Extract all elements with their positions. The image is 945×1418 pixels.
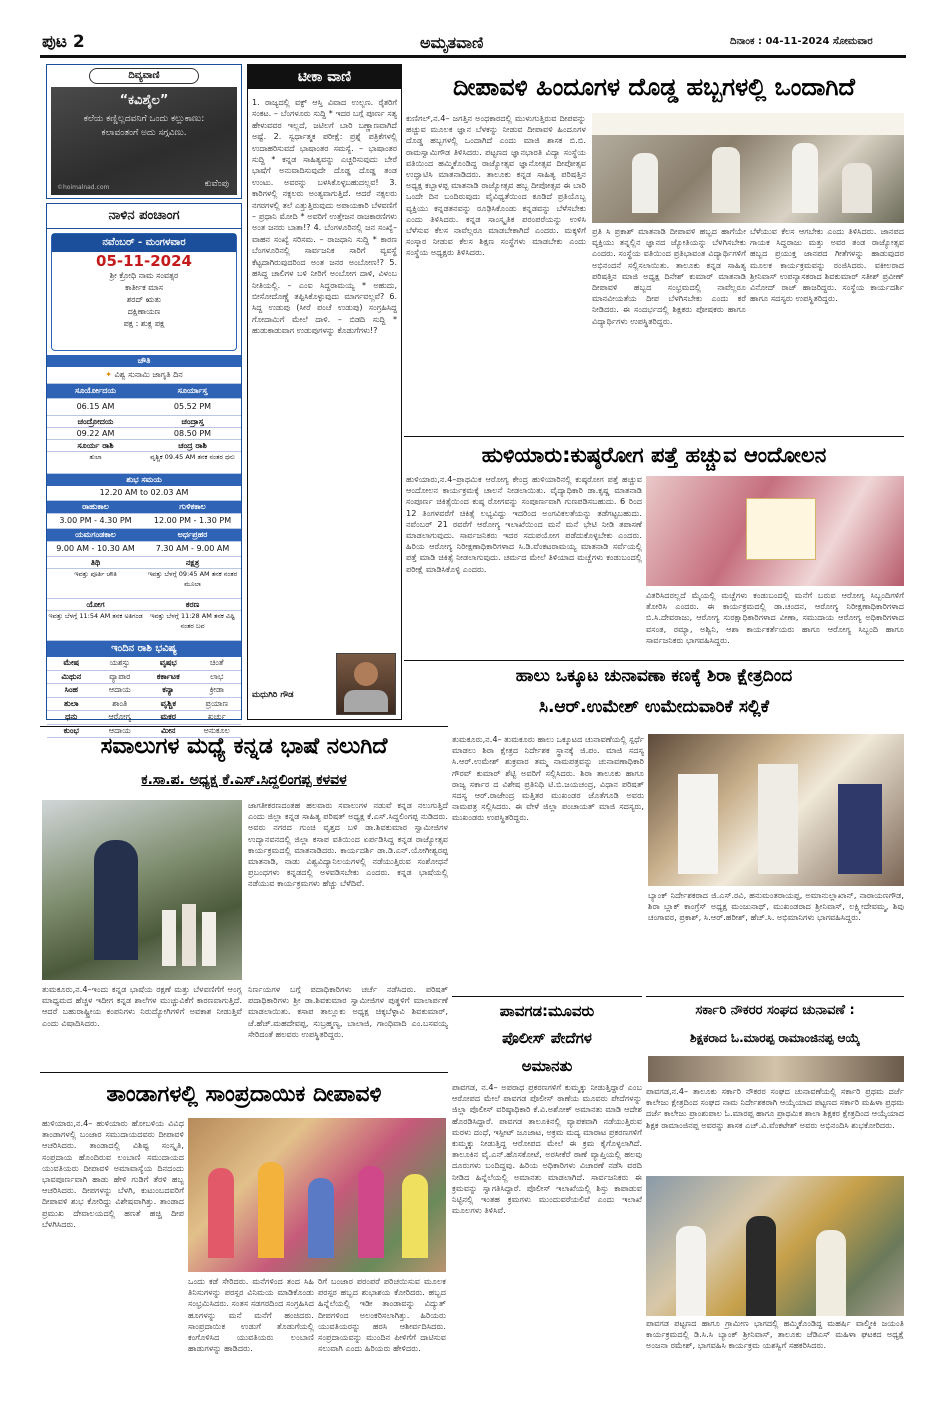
rashi-name: ತುಲಾ [63, 698, 79, 708]
article7-headline-line2: ಶಿಕ್ಷಕರಾದ ಓ.ಮಾರಪ್ಪ ರಾಮಾಂಜಿನಪ್ಪ ಆಯ್ಕೆ [690, 1031, 860, 1045]
moonrise-value: 09.22 AM [76, 429, 115, 438]
rashi-name: ಮೀನ [161, 725, 176, 735]
karana-value: ಇವತ್ತು ಬೆಳಗ್ಗೆ 11:28 AM ತನಕ ವಿಷ್ಟಿ ನಂತರ ಬವ [149, 612, 236, 630]
calendar-date: 05-11-2024 [96, 252, 192, 270]
divyavani-box [46, 64, 242, 199]
shubha-time: 12.20 AM to 02.03 AM [47, 486, 241, 501]
special-day [47, 367, 241, 384]
article5-col2: ಒಂದು ಕಡೆ ಸೇರಿದರು. ಮನೆಗಳಿಂದ ತಂದ ಸಿಹಿ ತಿನಿಸುಗಳನ್ನು ಪರಸ್ಪರ ವಿನಿಮಯ ಮಾಡಿಕೊಂಡು ಸಂಭ್ರಮಿಸಿದರು. ಸಂತಸ ಸಡಗರದಿಂದ ಸಂಗ್ರಹಿಸಿದ ಹೂಗಳನ್ನು ಮನೆ ಮನೆಗೆ ಹಂಚಿದರು. ಸಾಂಪ್ರದಾಯಿಕ ಉಡುಗೆ ತೊಡುಗೆಯಲ್ಲಿ ಕಂಗೊಳಿಸಿದ ಯುವತಿಯರು ಲಂಬಾಣಿ ಹಾಡುಗಳನ್ನು ಹಾಡಿದರು. [188, 1276, 314, 1354]
sun-rashi-value: ತುಲಾ [89, 453, 102, 461]
quote-signature: ಕುವೆಂಪು [204, 179, 229, 189]
page-badge: ಪುಟ 2 [42, 32, 85, 52]
article5-photo [188, 1118, 446, 1272]
article7-caption: ಪಾವಗಡ ಪಟ್ಟಣದ ಹಾಗೂ ಗ್ರಾಮೀಣ ಭಾಗದಲ್ಲಿ ಹಮ್ಮಿಕೊಂಡಿದ್ದ ಮಹರ್ಷಿ ವಾಲ್ಮೀಕಿ ಜಯಂತಿ ಕಾರ್ಯಕ್ರಮದಲ್ಲಿ ಡಿ.ಸಿ.ಸಿ ಬ್ಯಾಂಕ್ ಶ್ರೀನಿವಾಸ್, ತಾಲೂಕು ಜೆಡಿಎಸ್ ಮಹಿಳಾ ಘಟಕದ ಅಧ್ಯಕ್ಷೆ ಅಂಜನಾ ರಮೇಶ್, ಭಾಗವಹಿಸಿ ಕಾರ್ಯಕ್ರಮ ಯಶಸ್ವಿಗೆ ಸಹಕರಿಸಿದರು. [646, 1318, 904, 1351]
rashi-row [47, 698, 241, 712]
masthead-rule [40, 55, 906, 58]
rashi-name: ಮಕರ [160, 712, 176, 721]
diya-icon: ✦ [105, 370, 115, 379]
article7-photo-top [648, 1056, 904, 1082]
article1-col3: ಬೆಳೆಯುವ ಕೆಲಸ ಆಗಬೇಕು ಎಂದು ತಿಳಿಸಿದರು. ಜಾನಪದ ಗಾಯಕ ಸಿದ್ದರಾಜು ಮತ್ತು ಅವರ ತಂಡ ರಾಜ್ಯೋತ್ಸವ ಹಬ್ಬದ ಪ್ರಯುಕ್ತ ಜಾನಪದ ಗೀತೆಗಳನ್ನು ಹಾಡುವುದರ ಮೂಲಕ ಕಾರ್ಯಕ್ರಮವನ್ನು ರಂಜಿಸಿದರು. ವಕೀಲರಾದ ಶ್ರೀನಿವಾಸ್ ಉಪನ್ಯಾಸಕರಾದ ಶಿವಕುಮಾರ್ ಸತೀಶ್ ಪ್ರವೀಣ್ ವಿನೋದ್ ರಾಜ್ ಹಾಜರಿದ್ದರು. ಸಂಸ್ಥೆಯ ಕಾರ್ಯದರ್ಶಿ ಹಾಗೂ ಸದಸ್ಯರು ಉಪಸ್ಥಿತರಿದ್ದರು. [750, 226, 904, 304]
tika-body: 1. ರಾಜ್ಯದಲ್ಲಿ ವಕ್ಫ್ ಆಸ್ತಿ ವಿವಾದ ಉಲ್ಬಣ. ರೈತರಿಗೆ ಸಂಕಟ. – ಬೆಂಗಳೂರು ಸುದ್ದಿ * ಇದರ ಬಗ್ಗೆ ಪೂರ್ಣ ಸತ್ಯ ಹೇಳುವವರ ಇಲ್ಲದೆ, ಜಟಿಲಗೆ ಬಾರಿ ಬಣ್ಣಾಣವಾಗಿದೆ ಅಷ್ಟೆ. 2. ಸ್ವರ್ಧಾತ್ಮಕ ಪರೀಕ್ಷೆ: ಪ್ರಶ್ನೆ ಪತ್ರಿಕೆಗಳಲ್ಲಿ ಉದಾಹರಿಸುವದೆ ಭಾಷಾಂತರ ಸಮಸ್ಯೆ. – ಭಾಷಾಂತರ ಸುದ್ದಿ * ಕನ್ನಡ ಸಾಹಿತ್ಯವನ್ನು ಎಚ್ಚರಿಸುವುದು ಬೇರೆ ಭಾಷೆಗೆ ಅನುವಾದಿಸುವುದೇ ದೊಡ್ಡ ದೊಡ್ಡ ತಂಡ ಉಂಟು. ಅವರನ್ನು ಬಳಸಿಕೊಳ್ಳಬಹುದಲ್ಲವ! 3. ಕಾರಿಗಳಲ್ಲಿ ನಕ್ಸಲರು ಅಂತ್ಯವಾಗುತ್ತಿದೆ. ಆದರೆ ನಕ್ಸಲರು ನಗರಗಳಲ್ಲಿ ತಲೆ ಎತ್ತುತ್ತಿರುವುದು ಅಪಾಯಕಾರಿ ಬೆಳವಣಿಗೆ – ಪ್ರಧಾನಿ ಮೋದಿ * ಅವರಿಗೆ ಉತ್ತೇಜನ ರಾಜಕಾರಣಿಗಳು ಅಂತ ಜನರು ಬಾತಾ!? 4. ಬೆಂಗಳೂರಿನಲ್ಲಿ ಜನ ಸಂಖ್ಯೆ–ವಾಹನ ಸಂಖ್ಯೆ ಸರಿಸಮ. – ರಾಜಧಾನಿ ಸುದ್ದಿ * ಕಾರಣ ಬೆಂಗಳೂರಿನಲ್ಲಿ ಸಾರ್ವಜನಿಕ ಸಾರಿಗೆ ವ್ಯವಸ್ಥೆ ಕೆಟ್ಟದಾಗಿರುವುದರಿಂದ ಅಂತ ಜನರ ಅಂಬೋಣ!? 5. ಹಸಿದ್ದ ಚಾಲಿಗಳ ಬಳಿ ನೀರಿಗೆ ಅಂಬೋಗ ದಾಳಿ, ವಿಳಂಬ ನೀತಿಯಲ್ಲಿ. – ಎಂಐ ಸಿದ್ದರಾಮಯ್ಯ * ಅಹುದು, ಬೀಸೋದೊಣ್ಣೆ ತಪ್ಪಿಸಿಕೊಳ್ಳುವುದು ಮಾರ್ಗವಲ್ಲವೆ? 6. ಸಿದ್ದ ಉಡುಪು (ಸೀರೆ ಪಂಚೆ ಉಡುಪು) ಸಂಗ್ರಹಿಸಿದ್ದ ಗೋದಾಮಿಗೆ ಮೇಲೆ ದಾಳಿ. – ಬಿಡದಿ ಸುದ್ದಿ * ಹುಡುಕಾಡುವಾಗ ಉಡುಪುಗಳನ್ನು ಕೊಡುಗೆಗಳು!? [252, 98, 397, 336]
calendar-line: ಶರದ್ ಋತು [126, 295, 162, 304]
rashi-name: ಕನ್ಯಾ [162, 685, 175, 694]
article2-headline: ಹುಳಿಯಾರು:ಕುಷ್ಠರೋಗ ಪತ್ತೆ ಹಚ್ಚುವ ಆಂದೋಲನ [404, 436, 904, 472]
shubha-label: ಶುಭ ಸಮಯ [47, 474, 241, 486]
rahu-label: ರಾಹುಕಾಲ [82, 502, 109, 511]
rashi-name: ಕರ್ಕಾಟಕ [156, 671, 180, 681]
article2-col2: ವಿತರಿಸಿದರಲ್ಲದೆ ಮೈಯಲ್ಲಿ ಮಚ್ಚೆಗಳು ಕಂಡುಬಂದಲ್ಲಿ ಮನೆಗೆ ಬರುವ ಆರೋಗ್ಯ ಸಿಬ್ಬಂದಿಗಳಿಗೆ ತೋರಿಸಿ ಎಂದರು. ಈ ಕಾರ್ಯಕ್ರಮದಲ್ಲಿ ಡಾ.ಚಂದನ, ಆರೋಗ್ಯ ನಿರೀಕ್ಷಣಾಧಿಕಾರಿಗಳಾದ ಬಿ.ಸಿ.ದೇವರಾಜು, ಆರೋಗ್ಯ ಸುರಕ್ಷಾಧಿಕಾರಿಗಳಾದ ವೀಣಾ, ಸಮುದಾಯ ಆರೋಗ್ಯ ಅಧಿಕಾರಿಗಳಾದ ವಸಂತ, ರಮ್ಯಾ, ಅಶ್ವಿನಿ, ಆಶಾ ಕಾರ್ಯಕರ್ತೆಯರು ಹಾಗೂ ಆರೋಗ್ಯ ಸಿಬ್ಬಂದಿ ಹಾಗೂ ಸಾರ್ವಜನಿಕರು ಭಾಗವಹಿಸಿದ್ದರು. [646, 590, 904, 645]
moon-rashi-value: ವೃಶ್ಚಿಕ 09.45 AM ತನಕ ನಂತರ ಧನು [150, 453, 235, 461]
sunset-label: ಸೂರ್ಯಾಸ್ತ [177, 386, 208, 395]
article5-headline: ತಾಂಡಾಗಳಲ್ಲಿ ಸಾಂಪ್ರದಾಯಿಕ ದೀಪಾವಳಿ [40, 1072, 448, 1116]
rashi-prediction: ಕ್ರೀಡಾ [209, 685, 224, 694]
quote-line: ಕಲಾವಂತಂಗೆ ಅದು ಸಗ್ಗವಿಣು. [101, 128, 187, 138]
rashi-prediction: ಚಿಂತೆ [210, 658, 224, 667]
article5-col3: ರಿಗೆ ಬಂಜಾರ ಪರಂಪರೆ ಪರಿಚಯಿಸುವ ಮೂಲಕ ಪರಸ್ಪರ ಹಬ್ಬದ ಶುಭಾಶಯ ಕೋರಿದರು. ಹಬ್ಬದ ಹಿನ್ನೆಲೆಯಲ್ಲಿ ಇಡೀ ತಾಂಡಾವನ್ನು ವಿದ್ಯುತ್ ದೀಪಗಳಿಂದ ಅಲಂಕರಿಸಲಾಗಿತ್ತು. ಹಿರಿಯರು ಯುವತಿಯರನ್ನು ಹರಸಿ ಆಶೀರ್ವದಿಸಿದರು. ಸಂಪ್ರದಾಯವನ್ನು ಮುಂದಿನ ಪೀಳಿಗೆಗೆ ದಾಟಿಸುವ ಸಲುವಾಗಿ ಎಂದು ಹಿರಿಯರು ಹೇಳಿದರು. [318, 1276, 446, 1354]
article2-photo [646, 476, 904, 586]
quote-title: “ಕವಿಶೈಲ” [119, 93, 169, 108]
karana-label: ಕರಣ [185, 600, 200, 609]
calendar-line: ಶ್ರೀ ಕ್ರೋಧಿ ನಾಮ ಸಂವತ್ಸರ [109, 271, 179, 280]
rashi-header: ಇಂದಿನ ರಾಶಿ ಭವಿಷ್ಯ [47, 641, 241, 657]
masthead [0, 0, 945, 62]
rashi-prediction: ಶಾಂತಿ [112, 698, 128, 708]
article3-headline-line2: ಸಿ.ಆರ್.ಉಮೇಶ್ ಉಮೇದುವಾರಿಕೆ ಸಲ್ಲಿಕೆ [538, 697, 770, 717]
rashi-prediction: ಖರ್ಚು [207, 712, 226, 721]
person-icon [354, 662, 378, 686]
article4-col1: ಜಾಗತೀಕರಣದಂತಹ ಹಲವಾರು ಸವಾಲುಗಳ ನಡುವೆ ಕನ್ನಡ ನಲುಗುತ್ತಿದೆ ಎಂದು ಜಿಲ್ಲಾ ಕನ್ನಡ ಸಾಹಿತ್ಯ ಪರಿಷತ್ ಅಧ್ಯಕ್ಷ ಕೆ.ಎಸ್.ಸಿದ್ದಲಿಂಗಪ್ಪ ನುಡಿದರು. ಅವರು ನಗರದ ಗುಂಚಿ ವೃತ್ತದ ಬಳಿ ಡಾ.ಶಿವಕುಮಾರ ಸ್ವಾಮೀಜಿಗಳ ಉದ್ಯಾನವನದಲ್ಲಿ ಜಿಲ್ಲಾ ಕಸಾಪ ವತಿಯಿಂದ ಏರ್ಪಡಿಸಿದ್ದ ಕನ್ನಡ ರಾಜ್ಯೋತ್ಸವ ಕಾರ್ಯಕ್ರಮದಲ್ಲಿ ಮಾತನಾಡಿದರು. ಕಾರ್ಯದರ್ಶಿ ಡಾ.ಡಿ.ಎನ್.ಯೋಗೀಶ್ವರಪ್ಪ ಮಾತನಾಡಿ, ನಾಡು ವಿಶ್ವವಿದ್ಯಾನಿಲಯಗಳಲ್ಲಿ ನಡೆಯುತ್ತಿರುವ ಸಂಶೋಧನೆ ಪ್ರಬಂಧಗಳು ಕನ್ನಡದಲ್ಲಿ ಅಳವಡಿಸಬೇಕು ಎಂದರು. ಕನ್ನಡ ಭಾಷೆಯಲ್ಲಿ ನಡೆಯುವ ಕಾರ್ಯಕ್ರಮಗಳು ಹೆಚ್ಚು ಬೆಳೆದಿವೆ. [248, 800, 448, 889]
article4-headline: ಸವಾಲುಗಳ ಮಧ್ಯೆ ಕನ್ನಡ ಭಾಷೆ ನಲುಗಿದೆ [40, 726, 448, 766]
calendar-month: ನವೆಂಬರ್ - ಮಂಗಳವಾರ [52, 234, 236, 252]
sunset-value: 05.52 PM [173, 402, 212, 411]
rashi-name: ಧನು [65, 712, 78, 721]
article7-headline-line1: ಸರ್ಕಾರಿ ನೌಕರರ ಸಂಘದ ಚುನಾವಣೆ : [646, 996, 904, 1024]
moon-rashi-label: ಚಂದ್ರ ರಾಶಿ [178, 441, 207, 450]
sun-rashi-label: ಸೂರ್ಯ ರಾಶಿ [77, 441, 114, 450]
article3-col1: ತುಮಕೂರು,ನ.4– ತುಮಕೂರು ಹಾಲು ಒಕ್ಕೂಟದ ಚುನಾವಣೆಯಲ್ಲಿ ಸ್ಪರ್ಧೆ ಮಾಡಲು ಶಿರಾ ಕ್ಷೇತ್ರದ ನಿರ್ದೇಶಕ ಸ್ಥಾನಕ್ಕೆ ಜಿ.ಪಂ. ಮಾಜಿ ಸದಸ್ಯ ಸಿ.ಆರ್.ಉಮೇಶ್ ಶುಕ್ರವಾರ ತಮ್ಮ ನಾಮಪತ್ರವನ್ನು ಚುನಾವಣಾಧಿಕಾರಿ ಗೌರವ್ ಕುಮಾರ್ ಶೆಟ್ಟಿ ಅವರಿಗೆ ಸಲ್ಲಿಸಿದರು. ಶಿರಾ ತಾಲೂಕು ಹಾಗೂ ರಾಜ್ಯ ಸರ್ಕಾರ ದ ವಿಶೇಷ ಪ್ರತಿನಿಧಿ ಟಿ.ಬಿ.ಜಯಚಂದ್ರ, ವಿಧಾನ ಪರಿಷತ್ ಸದಸ್ಯ ಆರ್.ರಾಜೇಂದ್ರ ಮತ್ತಿತರ ಮುಖಂಡರ ಜೊತೆಗೂಡಿ ಅವರು ನಾಮಪತ್ರ ಸಲ್ಲಿಸಿದರು. ಈ ವೇಳೆ ಜಿಲ್ಲಾ ಪಂಚಾಯತ್ ಮಾಜಿ ಸದಸ್ಯರು, ಮುಖಂಡರು ಉಪಸ್ಥಿತರಿದ್ದರು. [452, 734, 644, 823]
rashi-name: ಕುಂಭ [63, 725, 79, 735]
tithi-bar: ಚೌತಿ [47, 355, 241, 367]
paper-title: ಅಮೃತವಾಣಿ [420, 33, 484, 52]
quote-board [51, 87, 237, 195]
article4-caption: ತುಮಕೂರು,ನ.4–ಇಂದು ಕನ್ನಡ ಭಾಷೆಯ ರಕ್ಷಣೆ ಮತ್ತು ಬೆಳವಣಿಗೆಗೆ ಆಂಗ್ಲ ಮಾಧ್ಯಮದ ಹೆಚ್ಚಳ ಇದೀಗ ಕನ್ನಡ ಶಾಲೆಗಳ ಮುಚ್ಚುವಿಕೆಗೆ ಕಾರಣವಾಗುತ್ತಿದೆ. ಆದರೆ ಬಹುರಾಷ್ಟ್ರೀಯ ಕಂಪನಿಗಳು ನಿರುದ್ಯೋಗಿಗಳಿಗೆ ಅವಕಾಶ ನೀಡುತ್ತಿವೆ ಎಂದು ವಿಷಾದಿಸಿದರು. [42, 984, 242, 1028]
nakshatra-value: ಇವತ್ತು ಬೆಳಗ್ಗೆ 09:45 AM ತನಕ ನಂತರ ಮೂಲಾ [147, 570, 238, 588]
article7-body: ಪಾವಗಡ,ನ.4– ತಾಲೂಕು ಸರ್ಕಾರಿ ನೌಕರರ ಸಂಘದ ಚುನಾವಣೆಯಲ್ಲಿ ಸರ್ಕಾರಿ ಪ್ರಥಮ ದರ್ಜೆ ಕಾಲೇಜು ಕ್ಷೇತ್ರದಿಂದ ಸಂಘದ ನಾಮ ನಿರ್ದೇಶಕರಾಗಿ ಆಯ್ಕೆಯಾದ ಪಟ್ಟಣದ ಸರ್ಕಾರಿ ಮಹಿಳಾ ಪ್ರಥಮ ದರ್ಜೆ ಕಾಲೇಜು ಪ್ರಾಂಶುಪಾಲ ಓ.ಮಾರಪ್ಪ ಹಾಗೂ ಪ್ರಾಥಮಿಕ ಶಾಲಾ ಶಿಕ್ಷಕರ ಕ್ಷೇತ್ರದಿಂದ ಆಯ್ಕೆಯಾದ ಶಿಕ್ಷಕ ರಾಮಾಂಜಿನಪ್ಪ ಅವರನ್ನು ಶಾಸಕ ಎಚ್.ವಿ.ವೆಂಕಟೇಶ್ ಅವರು ಅಭಿನಂದಿಸಿ ಶುಭಕೋರಿದರು. [646, 1086, 904, 1130]
gulika-label: ಗುಳಿಕಕಾಲ [179, 502, 206, 511]
rashi-prediction: ಲಾಭ [210, 671, 224, 681]
article3-photo [648, 734, 904, 886]
rashi-name: ಸಿಂಹ [64, 685, 78, 694]
tithi-label: ತಿಥಿ [90, 558, 101, 567]
tika-vani-box [247, 64, 402, 720]
article3-headline-line1: ಹಾಲು ಒಕ್ಕೂಟ ಚುನಾವಣಾ ಕಣಕ್ಕೆ ಶಿರಾ ಕ್ಷೇತ್ರದಿಂದ [404, 660, 904, 690]
article5-col1: ಹುಳಿಯಾರು,ನ.4– ಹುಳಿಯಾರು ಹೋಬಳಿಯ ವಿವಿಧ ತಾಂಡಾಗಳಲ್ಲಿ ಬಂಜಾರ ಸಮುದಾಯದವರು ದೀಪಾವಳಿ ಆಚರಿಸಿದರು. ತಾಂಡಾದಲ್ಲಿ ವಿಶಿಷ್ಟ ಸಂಸ್ಕೃತಿ, ಸಂಪ್ರದಾಯ ಹೊಂದಿರುವ ಲಂಬಾಣಿ ಸಮುದಾಯದ ಯುವತಿಯರು ದೀಪಾವಳಿ ಅಮಾವಾಸ್ಯೆಯ ದಿನದಂದು ಭಾವಪೂರ್ಣವಾಗಿ ಹಾಡು ಹೇಳಿ ಗುಡಿಗೆ ತೆರಳಿ ಹಬ್ಬ ಆಚರಿಸಿದರು. ದೀಪಗಳನ್ನು ಬೆಳಗಿ, ಕುಟುಂಬದವರಿಗೆ ದೀಪಾವಳಿ ಶುಭ ಕೋರಿದ್ದು ವಿಶೇಷವಾಗಿತ್ತು. ತಾಂಡಾದ ಪ್ರಮುಖ ದೇವಾಲಯದಲ್ಲಿ ಹಣತೆ ಹಚ್ಚಿ ದೀಪ ಬೆಳಗಿಸಿದರು. [42, 1118, 184, 1229]
rashi-prediction: ಆದಾಯ [108, 685, 131, 694]
article6-headline-line3: ಅಮಾನತು [521, 1057, 573, 1075]
rashi-prediction: ವ್ಯಾಪಾರ [109, 671, 131, 681]
tithi-value: ಇವತ್ತು ಪೂರ್ತಿ ಚೌತಿ [74, 570, 117, 578]
article3-col2: ಬ್ಯಾಂಕ್ ನಿರ್ದೇಶಕರಾದ ಜಿ.ಎಸ್.ರವಿ, ಹನುಮಂತರಾಯಪ್ಪ, ಅಮಾನುಲ್ಲಾಖಾನ್, ನಾರಾಯಣಗೌಡ, ಶಿರಾ ಬ್ಲಾಕ್ ಕಾಂಗ್ರೆಸ್ ಅಧ್ಯಕ್ಷ ಮಂಜುನಾಥ್, ಮುಖಂಡರಾದ ಶ್ರೀನಿವಾಸ್, ಲಕ್ಷ್ಮೀದೇವಮ್ಮ, ಶಿವು ಚಂಗಾವರ, ಪ್ರಕಾಶ್, ಸಿ.ಆರ್.ಹರೀಶ್, ಹೆಚ್.ಸಿ. ಅಭಿಮಾನಿಗಳು ಭಾಗವಹಿಸಿದ್ದರು. [648, 890, 904, 923]
columnist-photo [336, 653, 396, 715]
rashi-name: ವೃಶ್ಚಿಕ [160, 698, 176, 708]
article1-headline: ದೀಪಾವಳಿ ಹಿಂದೂಗಳ ದೊಡ್ಡ ಹಬ್ಬಗಳಲ್ಲಿ ಒಂದಾಗಿದೆ [452, 73, 855, 101]
article1-col1: ಕುಣಿಗಲ್,ನ.4– ಜಗತ್ತಿನ ಅಂಧಕಾರದಲ್ಲಿ ಮುಳುಗುತ್ತಿರುವ ದೀಪವನ್ನು ಹಚ್ಚುವ ಮೂಲಕ ಜ್ಞಾನ ಬೆಳಕನ್ನು ನೀಡುವ ದೀಪಾವಳಿ ಹಿಂದೂಗಳ ದೊಡ್ಡ ಹಬ್ಬಗಳಲ್ಲಿ ಒಂದಾಗಿದೆ ಎಂದು ಮಾಜಿ ಶಾಸಕ ಬಿ.ಬಿ. ರಾಮಸ್ವಾಮಿಗೌಡ ತಿಳಿಸಿದರು. ಪಟ್ಟಣದ ಜ್ಞಾನಭಾರತಿ ವಿದ್ಯಾ ಸಂಸ್ಥೆಯ ವತಿಯಿಂದ ಹಮ್ಮಿಕೊಂಡಿದ್ದ ರಾಜ್ಯೋತ್ಸವ ಜ್ಞಾನೋತ್ಸವ ದೀಪೋತ್ಸವ ಉದ್ಘಾಟಿಸಿ ಮಾತನಾಡಿದರು. ತಾಲೂಕು ಕನ್ನಡ ಸಾಹಿತ್ಯ ಪರಿಷತ್ತಿನ ಅಧ್ಯಕ್ಷ ಕಬ್ಬಾಳಪ್ಪ ಮಾತನಾಡಿ ರಾಜ್ಯೋತ್ಸವ ಹಬ್ಬ ದೀಪೋತ್ಸವ ಈ ಬಾರಿ ಒಂದೇ ದಿನ ಬಂದಿರುವುದು ವೈವಿಧ್ಯತೆಯಿಂದ ಕೂಡಿದೆ ಪ್ರತಿಯೊಬ್ಬ ವ್ಯಕ್ತಿಯು ಕನ್ನಡತನವನ್ನು ರೂಢಿಸಿಕೊಂಡು ಕನ್ನಡವನ್ನು ಬೆಳೆಸಬೇಕು ಎಂದು ತಿಳಿಸಿದರು. ಕನ್ನಡ ಸಾಂಸ್ಕೃತಿಕ ಪರಂಪರೆಯನ್ನು ಉಳಿಸಿ ಬೆಳೆಸುವ ಕೆಲಸ ನಾವೆಲ್ಲರೂ ಮಾಡಬೇಕಾಗಿದೆ ಎಂದರು. ಮಕ್ಕಳಿಗೆ ಸಂಸ್ಕಾರ ನೀಡುವ ಕೆಲಸ ಶಿಕ್ಷಣ ಸಂಸ್ಥೆಗಳು ಮಾಡಬೇಕು ಎಂದು ಸಂಸ್ಥೆಯ ಅಧ್ಯಕ್ಷರು ತಿಳಿಸಿದರು. [406, 113, 586, 258]
rashi-row [47, 671, 241, 685]
rashi-row [47, 657, 241, 671]
calendar-line: ಕಾರ್ತೀಕ ಮಾಸ [125, 283, 163, 292]
article6-headline-line1: ಪಾವಗಡ:ಮೂವರು [452, 996, 642, 1024]
article6-headline-line2: ಪೊಲೀಸ್ ಪೇದೆಗಳ [502, 1029, 592, 1047]
rashi-prediction: ಅನುಕೂಲ [203, 725, 230, 735]
rashi-name: ಮೇಷ [63, 658, 80, 667]
article4-photo [42, 800, 242, 980]
issue-date: ದಿನಾಂಕ : 04-11-2024 ಸೋಮವಾರ [730, 36, 873, 47]
nakshatra-label: ನಕ್ಷತ್ರ [185, 558, 200, 567]
rashi-prediction: ಆದಾಯ [108, 725, 131, 735]
yama-value: 9.00 AM - 10.30 AM [56, 544, 135, 553]
yama-label: ಯಮಗಂಡಕಾಲ [75, 530, 116, 539]
panchanga-box [46, 203, 242, 735]
moonrise-label: ಚಂದ್ರೋದಯ [77, 417, 114, 426]
rashi-prediction: ಯಶಸ್ಸು [109, 658, 130, 667]
moonset-value: 08.50 PM [173, 429, 212, 438]
article4-col2: ನಿರ್ಣಯಗಳ ಬಗ್ಗೆ ಪದಾಧಿಕಾರಿಗಳು ಚರ್ಚೆ ನಡೆಸಿದರು. ಪರಿಷತ್ ಪದಾಧಿಕಾರಿಗಳು ಶ್ರೀ ಡಾ.ಶಿವಕುಮಾರ ಸ್ವಾಮೀಜಿಗಳ ಪುತ್ಥಳಿಗೆ ಮಾಲಾರ್ಪಣೆ ಮಾಡಲಾಯಿತು. ಕಸಾಪ ತಾಲ್ಲೂಕು ಅಧ್ಯಕ್ಷ ಚಿಕ್ಕಬೆಳ್ಳಾವಿ ಶಿವಕುಮಾರ್, ಜೆ.ಹೆಚ್.ಮಹದೇವಪ್ಪ, ಸುಬ್ರಹ್ಮಣ್ಯ, ಬಾಲಾಜಿ, ಗಾಂಧಿವಾದಿ ಎಂ.ಬಸವಯ್ಯ ಸೇರಿದಂತೆ ಹಲವರು ಉಪಸ್ಥಿತರಿದ್ದರು. [248, 984, 448, 1039]
article6-body: ಪಾವಗಡ, ನ.4– ಅಪರಾಧ ಪ್ರಕರಣಗಳಿಗೆ ಕುಮ್ಮಕ್ಕು ನೀಡುತ್ತಿದ್ದಾರೆ ಎಂಬ ಆರೋಪದ ಮೇಲೆ ಪಾವಗಡ ಪೊಲೀಸ್ ಠಾಣೆಯ ಮೂವರು ಪೇದೆಗಳನ್ನು ಜಿಲ್ಲಾ ಪೊಲೀಸ್ ವರಿಷ್ಠಾಧಿಕಾರಿ ಕೆ.ವಿ.ಅಶೋಕ್ ಅಮಾನತು ಮಾಡಿ ಆದೇಶ ಹೊರಡಿಸಿದ್ದಾರೆ. ಪಾವಗಡ ತಾಲೂಕಿನಲ್ಲಿ ವ್ಯಾಪಕವಾಗಿ ನಡೆಯುತ್ತಿರುವ ಮರಳು ದಂಧೆ, ಇಸ್ಪೀಟ್ ಜೂಜಾಟ, ಅಕ್ರಮ ಮದ್ಯ ಮಾರಾಟ ಪ್ರಕರಣಗಳಿಗೆ ಕುಮ್ಮಕ್ಕು ನೀಡುತ್ತಿದ್ದ ಆರೋಪದ ಮೇಲೆ ಈ ಕ್ರಮ ಕೈಗೊಳ್ಳಲಾಗಿದೆ. ತಾಲೂಕಿನ ವೈ.ಎನ್.ಹೊಸಕೋಟೆ, ಅರಸೀಕೆರೆ ಠಾಣೆ ವ್ಯಾಪ್ತಿಯಲ್ಲಿ ಹಲವು ದೂರುಗಳು ಬಂದಿದ್ದವು. ಹಿರಿಯ ಅಧಿಕಾರಿಗಳು ವಿಚಾರಣೆ ನಡೆಸಿ ವರದಿ ನೀಡಿದ ಹಿನ್ನೆಲೆಯಲ್ಲಿ ಅಮಾನತು ಮಾಡಲಾಗಿದೆ. ಸಾರ್ವಜನಿಕರು ಈ ಕ್ರಮವನ್ನು ಸ್ವಾಗತಿಸಿದ್ದಾರೆ. ಪೊಲೀಸ್ ಇಲಾಖೆಯಲ್ಲಿ ಶಿಸ್ತು ಕಾಪಾಡುವ ನಿಟ್ಟಿನಲ್ಲಿ ಇಂತಹ ಕ್ರಮಗಳು ಮುಂದುವರೆಯಲಿವೆ ಎಂದು ಇಲಾಖೆ ಮೂಲಗಳು ತಿಳಿಸಿವೆ. [452, 1082, 642, 1216]
rashi-name: ಮಿಥುನ [61, 671, 82, 681]
columnist-name: ಮಧುಗಿರಿ ಗೌಡ [252, 690, 294, 700]
quote-credit: ©hoimalnad.com [57, 184, 110, 191]
article2-col1: ಹುಳಿಯಾರು,ನ.4–ಪ್ರಾಥಮಿಕ ಆರೋಗ್ಯ ಕೇಂದ್ರ ಹುಳಿಯಾರಿನಲ್ಲಿ ಕುಷ್ಠರೋಗ ಪತ್ತೆ ಹಚ್ಚುವ ಆಂದೋಲನ ಕಾರ್ಯಕ್ರಮಕ್ಕೆ ಚಾಲನೆ ನೀಡಲಾಯಿತು. ವೈದ್ಯಾಧಿಕಾರಿ ಡಾ.ಕೃಷ್ಣ ಮಾತನಾಡಿ ಸಂಪೂರ್ಣ ಚಿಕಿತ್ಸೆಯಿಂದ ಕುಷ್ಠ ರೋಗವನ್ನು ಸಂಪೂರ್ಣವಾಗಿ ಗುಣಪಡಿಸಬಹುದು. 6 ರಿಂದ 12 ತಿಂಗಳವರೆಗೆ ಚಿಕಿತ್ಸೆ ಲಭ್ಯವಿದ್ದು ಇದರಿಂದ ಅಂಗವಿಕಲತೆಯನ್ನು ತಡೆಗಟ್ಟಬಹುದು. ನವೆಂಬರ್ 21 ರವರೆಗೆ ಆರೋಗ್ಯ ಇಲಾಖೆಯಿಂದ ಮನೆ ಮನೆ ಭೇಟಿ ನೀಡಿ ತಪಾಸಣೆ ಮಾಡಲಾಗುವುದು. ಸಾರ್ವಜನಿಕರು ಇದರ ಸದುಪಯೋಗ ಪಡೆದುಕೊಳ್ಳಬೇಕು ಎಂದರು. ಹಿರಿಯ ಆರೋಗ್ಯ ನಿರೀಕ್ಷಣಾಧಿಕಾರಿಗಳಾದ ಸಿ.ಡಿ.ವೆಂಕಟರಾಮಯ್ಯ ಮಾತನಾಡಿ ಸರ್ವೆಯಲ್ಲಿ ಪತ್ತೆ ಮಾಡಿ ಚಿಕಿತ್ಸೆ ನೀಡಲಾಗುವುದು. ಚರ್ಮದ ಮೇಲೆ ತಿಳಿಯಾದ ಮಚ್ಚೆಗಳು ಕಂಡುಬಂದಲ್ಲಿ ಪರೀಕ್ಷೆ ಮಾಡಿಸಿಕೊಳ್ಳಿ ಎಂದರು. [406, 474, 642, 574]
calendar-card [51, 233, 237, 351]
rashi-row [47, 711, 241, 725]
sunrise-label: ಸೂರ್ಯೋದಯ [74, 386, 117, 395]
moonset-label: ಚಂದ್ರಾಸ್ತ [181, 417, 204, 426]
panchanga-header: ನಾಳಿನ ಪಂಚಾಂಗ [47, 204, 241, 229]
divyavani-header: ದಿವ್ಯವಾಣಿ [89, 68, 199, 84]
special-day-label: ವಿಶ್ವ ಸುನಾಮಿ ಜಾಗೃತಿ ದಿನ [114, 370, 183, 379]
yoga-value: ಇವತ್ತು ಬೆಳಗ್ಗೆ 11:54 AM ತನಕ ಅತಿಗಂಡ [48, 612, 143, 620]
article7-photo [646, 1176, 904, 1316]
rashi-row [47, 684, 241, 698]
abhijit-label: ಅರ್ಧಪ್ರಹರ [177, 530, 208, 539]
abhijit-value: 7.30 AM - 9.00 AM [155, 544, 230, 553]
sunrise-value: 06.15 AM [76, 402, 115, 411]
rashi-name: ವೃಷಭ [159, 658, 177, 667]
article4-subhead: ಕ.ಸಾ.ಪ. ಅಧ್ಯಕ್ಷ ಕೆ.ಎಸ್.ಸಿದ್ದಲಿಂಗಪ್ಪ ಕಳವಳ [141, 772, 347, 788]
rashi-prediction: ಆರೋಗ್ಯ [108, 712, 132, 721]
calendar-line: ದಕ್ಷಿಣಾಯಣ [127, 307, 161, 316]
article1-col2: ಪ್ರತಿ ಸಿ ಪ್ರಕಾಶ್ ಮಾತನಾಡಿ ದೀಪಾವಳಿ ಹಬ್ಬದ ಹಾಗೆಯೇ ವ್ಯಕ್ತಿಯು ತನ್ನಲ್ಲಿನ ಜ್ಞಾನದ ಜ್ಯೋತಿಯನ್ನು ಬೆಳಗಿಸಬೇಕು ಎಂದರು. ಸಂಸ್ಥೆಯ ವತಿಯಿಂದ ಪ್ರತಿಭಾವಂತ ವಿದ್ಯಾರ್ಥಿಗಳಿಗೆ ಅಭಿನಂದನೆ ಸಲ್ಲಿಸಲಾಯಿತು. ತಾಲೂಕು ಕನ್ನಡ ಸಾಹಿತ್ಯ ಪರಿಷತ್ತಿನ ಮಾಜಿ ಅಧ್ಯಕ್ಷ ದಿನೇಶ್ ಕುಮಾರ್ ಮಾತನಾಡಿ ದೀಪಾವಳಿ ಹಬ್ಬದ ಸಂಭ್ರಮದಲ್ಲಿ ನಾವೆಲ್ಲರೂ ಮಾನವೀಯತೆಯ ದೀಪ ಬೆಳಗಿಸಬೇಕು ಎಂದು ಕರೆ ನೀಡಿದರು. ಈ ಸಂದರ್ಭದಲ್ಲಿ ಶಿಕ್ಷಕರು ಪೋಷಕರು ಹಾಗೂ ವಿದ್ಯಾರ್ಥಿಗಳು ಉಪಸ್ಥಿತರಿದ್ದರು. [592, 226, 746, 326]
calendar-line: ಪಕ್ಷ : ಶುಕ್ಲ ಪಕ್ಷ [123, 319, 165, 328]
rahu-value: 3.00 PM - 4.30 PM [59, 516, 132, 525]
yoga-label: ಯೋಗ [86, 600, 105, 609]
quote-line: ಕಲೆಯ ಕಣ್ಣಿಲ್ಲದವನಿಗೆ ಒಂದು ಕಲ್ಲುಕಾಣು: [83, 114, 205, 124]
rashi-prediction: ಪ್ರಯಾಣ [205, 698, 229, 708]
gulika-value: 12.00 PM - 1.30 PM [153, 516, 232, 525]
tika-header: ಟೀಕಾ ವಾಣಿ [248, 65, 401, 89]
article1-photo [592, 113, 904, 223]
